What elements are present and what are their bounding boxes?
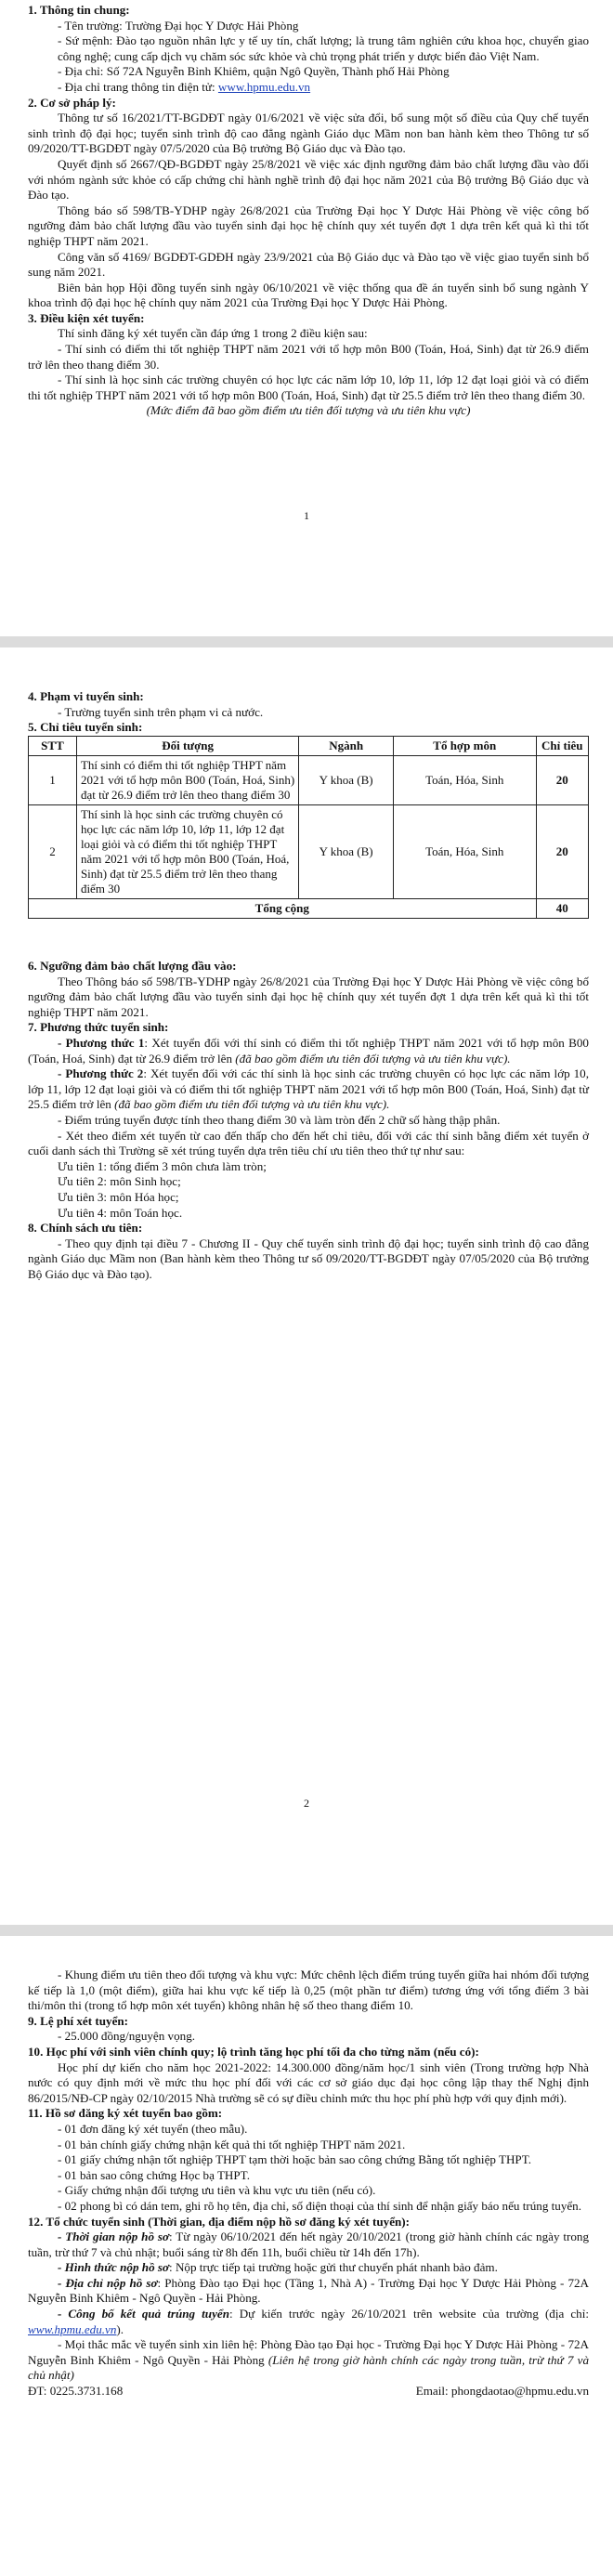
score-scale-text: - Điểm trúng tuyển được tính theo thang điểm 30 và làm tròn đến 2 chữ số hàng thập phân. (58, 1112, 501, 1127)
section-3-title: 3. Điều kiện xét tuyển: (28, 310, 145, 325)
section-12-title: 12. Tổ chức tuyển sinh (Thời gian, địa điểm nộp hồ sơ đăng ký xét tuyển): (28, 2214, 411, 2229)
page3-content (28, 1968, 589, 2399)
page-number: 2 (304, 1797, 309, 1810)
dossier-item: - 01 bản chính giấy chứng nhận kết quả thi tốt nghiệp THPT năm 2021. (58, 2137, 406, 2151)
contact-footer (28, 2384, 589, 2399)
website-link[interactable]: www.hpmu.edu.vn (217, 79, 311, 94)
section-8-title: 8. Chính sách ưu tiên: (28, 1221, 143, 1236)
condition-intro: Thí sinh đăng ký xét tuyển cần đáp ứng 1 trong 2 điều kiện sau: (58, 326, 368, 341)
section-1-title: 1. Thông tin chung: (28, 3, 130, 17)
table-row (29, 805, 589, 899)
email-address: Email: phongdaotao@hpmu.edu.vn (415, 2384, 589, 2399)
address: - Địa chỉ: Số 72A Nguyễn Bỉnh Khiêm, quận Ngô Quyền, Thành phố Hải Phòng (58, 64, 450, 79)
table-header-row (29, 737, 589, 756)
dossier-item: - 01 bản sao công chứng Học bạ THPT. (58, 2167, 250, 2182)
priority-policy-text: - Theo quy định tại điều 7 - Chương II - Quy chế tuyển sinh trình độ đại học; tuyển sinh trình độ cao đẳng ngành Giáo dục Mầm non (Ban hành kèm theo Thông tư số 09/2020/TT-BGDĐT ngày 07/05/2020 của Bộ trưởng Bộ Giáo dục và Đào tạo). (28, 1236, 589, 1281)
contact-info: - Mọi thắc mắc về tuyển sinh xin liên hệ: Phòng Đào tạo Đại học - Trường Đại học Y Dược Hải Phòng - 72A Nguyễn Bỉnh Khiêm - Ngô Quyền - Hải Phòng (Liên hệ trong giờ hành chính các ngày trong tuần, trừ thứ 7 và chủ nhật) (28, 2337, 589, 2383)
condition-note: (Mức điểm đã bao gồm điểm ưu tiên đối tượng và ưu tiên khu vực) (146, 403, 471, 418)
col-header: Chỉ tiêu (536, 737, 588, 756)
page-divider (0, 636, 613, 647)
priority-item: Ưu tiên 4: môn Toán học. (58, 1205, 183, 1220)
legal-basis-item: Biên bản họp Hội đồng tuyển sinh ngày 06/10/2021 về việc thống qua đề án tuyển sinh bổ sung ngành Y khoa trình độ đại học hệ chính quy năm 2021 của Trường Đại học Y Dược Hải Phòng. (28, 280, 589, 310)
cell-subjects: Toán, Hóa, Sinh (393, 756, 536, 805)
cell-quota: 20 (536, 756, 588, 805)
section-2-title: 2. Cơ sở pháp lý: (28, 95, 116, 110)
document-page-1 (0, 0, 613, 600)
phone-number: ĐT: 0225.3731.168 (28, 2384, 124, 2399)
total-value: 40 (536, 899, 588, 919)
fee-text: - 25.000 đồng/nguyện vọng. (58, 2029, 196, 2044)
table-total-row (29, 899, 589, 919)
cell-subjects: Toán, Hóa, Sinh (393, 805, 536, 899)
cell-quota: 20 (536, 805, 588, 899)
page-separator (0, 600, 613, 684)
dossier-item: - 01 giấy chứng nhận tốt nghiệp THPT tạm thời hoặc bản sao công chứng Bằng tốt nghiệp THPT. (58, 2152, 531, 2167)
school-name: - Tên trường: Trường Đại học Y Dược Hải Phòng (58, 18, 299, 33)
section-6-title: 6. Ngưỡng đảm bảo chất lượng đầu vào: (28, 959, 237, 973)
dossier-item: - Giấy chứng nhận đối tượng ưu tiên và khu vực ưu tiên (nếu có). (58, 2183, 376, 2198)
col-header: STT (29, 737, 77, 756)
page-divider (0, 1925, 613, 1936)
priority-frame-text: - Khung điểm ưu tiên theo đối tượng và khu vực: Mức chênh lệch điểm trúng tuyển giữa hai nhóm đối tượng kế tiếp là 1,0 (một điểm), giữa hai khu vực kế tiếp là 0,25 (một phần tư điểm) tương ứng với tổng điểm 3 bài thi/môn thi (trong tổ hợp môn xét tuyển) không nhân hệ số theo thang điểm 10. (28, 1968, 589, 2013)
col-header: Ngành (299, 737, 394, 756)
legal-basis-item: Công văn số 4169/ BGDĐT-GDĐH ngày 23/9/2021 của Bộ Giáo dục và Đào tạo về việc giao tuyển sinh bổ sung năm 2021. (28, 249, 589, 280)
cell-stt: 1 (29, 756, 77, 805)
submission-form: - Hình thức nộp hồ sơ: Nộp trực tiếp tại trường hoặc gửi thư chuyển phát nhanh bảo đảm. (58, 2260, 498, 2275)
legal-basis-item: Thông tư số 16/2021/TT-BGDĐT ngày 01/6/2021 về việc sửa đổi, bổ sung một số điều của Quy chế tuyển sinh trình độ đại học; tuyển sinh trình độ cao đẳng ngành Giáo dục Mầm non ban hành kèm theo Thông tư số 09/2020/TT-BGDĐT ngày 07/5/2020 của Bộ trưởng Bộ Giáo dục và Đào tạo. (28, 111, 589, 156)
table-row (29, 756, 589, 805)
section-9-title: 9. Lệ phí xét tuyển: (28, 2013, 129, 2028)
priority-item: Ưu tiên 2: môn Sinh học; (58, 1174, 181, 1189)
threshold-text: Theo Thông báo số 598/TB-YDHP ngày 26/8/2021 của Trường Đại học Y Dược Hải Phòng về việc công bố ngưỡng đảm bảo chất lượng đầu vào tuyển sinh đại học hệ chính quy xét tuyển đợt 1 dựa trên kết quả kì thi tốt nghiệp THPT năm 2021. (28, 974, 589, 1019)
section-7-title: 7. Phương thức tuyển sinh: (28, 1020, 169, 1035)
document-page-2 (0, 684, 613, 1882)
method-2: - Phương thức 2: Xét tuyển đối với các thí sinh là học sinh các trường chuyên có học lực các năm lớp 10, lớp 11, lớp 12 đạt loại giỏi và có điểm thi tốt nghiệp THPT năm 2021 với tổ hợp môn B00 (Toán, Hoá, Sinh) đạt từ 25.5 điểm trở lên (đã bao gồm điểm ưu tiên đối tượng và ưu tiên khu vực). (28, 1066, 589, 1112)
submission-address: - Địa chỉ nộp hồ sơ: Phòng Đào tạo Đại học (Tầng 1, Nhà A) - Trường Đại học Y Dược Hải Phòng - 72A Nguyễn Bỉnh Khiêm - Ngô Quyền - Hải Phòng. (28, 2275, 590, 2306)
condition-item: - Thí sinh có điểm thi tốt nghiệp THPT năm 2021 với tổ hợp môn B00 (Toán, Hoá, Sinh) đạt từ 26.9 điểm trở lên theo thang điểm 30. (28, 342, 589, 372)
cell-stt: 2 (29, 805, 77, 899)
priority-item: Ưu tiên 3: môn Hóa học; (58, 1189, 179, 1204)
document-page-3 (0, 1966, 613, 2576)
section-5-title: 5. Chỉ tiêu tuyển sinh: (28, 720, 143, 735)
legal-basis-item: Quyết định số 2667/QĐ-BGDĐT ngày 25/8/2021 về việc xác định ngưỡng đảm bảo chất lượng đầu vào đối với nhóm ngành sức khỏe có cấp chứng chỉ hành nghề trình độ đại học năm 2021 của Bộ trưởng Bộ Giáo dục và Đào tạo. (28, 156, 589, 203)
tie-break-text: - Xét theo điểm xét tuyển từ cao đến thấp cho đến hết chỉ tiêu, đối với các thí sinh bằng điểm xét tuyển ở cuối danh sách thì Trường sẽ xét trúng tuyển dựa trên tiêu chí ưu tiên theo thứ tự như sau: (28, 1128, 589, 1158)
page-number: 1 (304, 509, 309, 522)
col-header: Đối tượng (76, 737, 298, 756)
mission: - Sứ mệnh: Đào tạo nguồn nhân lực y tế uy tín, chất lượng; là trung tâm nghiên cứu khoa học, chuyển giao công nghệ; cung cấp dịch vụ chăm sóc sức khỏe và chủ trọng phát triển y dược biển đảo Việt Nam. (58, 33, 589, 63)
method-1: - Phương thức 1: Xét tuyển đối với thí sinh có điểm thi tốt nghiệp THPT năm 2021 với tổ hợp môn B00 (Toán, Hoá, Sinh) đạt từ 26.9 điểm trở lên (đã bao gồm điểm ưu tiên đối tượng và ưu tiên khu vực). (28, 1035, 589, 1066)
page1-content (28, 3, 589, 419)
section-11-title: 11. Hồ sơ đăng ký xét tuyển bao gồm: (28, 2106, 223, 2121)
scope-text: - Trường tuyển sinh trên phạm vi cả nước. (58, 704, 264, 719)
website-line: - Địa chỉ trang thông tin điện tử: www.hpmu.edu.vn (58, 79, 311, 94)
result-announcement: - Công bố kết quả trúng tuyển: Dự kiến trước ngày 26/10/2021 trên website của trường (địa chỉ: www.hpmu.edu.vn). (28, 2307, 589, 2336)
dossier-item: - 01 đơn đăng ký xét tuyển (theo mẫu). (58, 2121, 248, 2136)
cell-target: Thí sinh có điểm thi tốt nghiệp THPT năm 2021 với tổ hợp môn B00 (Toán, Hoá, Sinh) đạt từ 26.9 điểm trở lên theo thang điểm 30 (76, 756, 298, 805)
page-separator (0, 1882, 613, 1966)
section-10-title: 10. Học phí với sinh viên chính quy; lộ trình tăng học phí tối đa cho từng năm (nếu có): (28, 2044, 479, 2059)
cell-major: Y khoa (B) (299, 756, 394, 805)
total-label: Tổng cộng (29, 899, 537, 919)
col-header: Tổ hợp môn (393, 737, 536, 756)
tuition-text: Học phí dự kiến cho năm học 2021-2022: 14.300.000 đồng/năm học/1 sinh viên (Trong trường hợp Nhà nước có quy định mới về mức thu học phí đối với các cơ sở giáo dục đại học công lập thay thế Nghị định 86/2015/NĐ-CP ngày 02/10/2015 Nhà trường sẽ có sự điều chỉnh mức thu học phí phù hợp với quy định mới). (28, 2059, 589, 2105)
page2-content (28, 959, 589, 1282)
priority-item: Ưu tiên 1: tổng điểm 3 môn chưa làm tròn; (58, 1158, 267, 1173)
cell-target: Thí sinh là học sinh các trường chuyên có học lực các năm lớp 10, lớp 11, lớp 12 đạt loại giỏi và có điểm thi tốt nghiệp THPT năm 2021 với tổ hợp môn B00 (Toán, Hoá, Sinh) đạt từ 25.5 điểm trở lên theo thang điểm 30 (76, 805, 298, 899)
section-4-title: 4. Phạm vi tuyển sinh: (28, 689, 144, 703)
submission-time: - Thời gian nộp hồ sơ: Từ ngày 06/10/2021 đến hết ngày 20/10/2021 (trong giờ hành chính các ngày trong tuần, trừ thứ 7 và chủ nhật; buổi sáng từ 8h đến 11h, buổi chiều từ 14h đến 17h). (28, 2229, 590, 2259)
quota-table (28, 736, 589, 919)
website-link[interactable]: www.hpmu.edu.vn (28, 2321, 117, 2336)
page2-header (28, 689, 589, 736)
condition-item: - Thí sinh là học sinh các trường chuyên có học lực các năm lớp 10, lớp 11, lớp 12 đạt loại giỏi và có điểm thi tốt nghiệp THPT năm 2021 với tổ hợp môn B00 (Toán, Hoá, Sinh) đạt từ 25.5 điểm trở lên theo thang điểm 30. (28, 373, 589, 402)
cell-major: Y khoa (B) (299, 805, 394, 899)
dossier-item: - 02 phong bì có dán tem, ghi rõ họ tên, địa chỉ, số điện thoại của thí sinh để nhận giấy báo nếu trúng tuyển. (58, 2198, 582, 2213)
legal-basis-item: Thông báo số 598/TB-YDHP ngày 26/8/2021 của Trường Đại học Y Dược Hải Phòng về việc công bố ngưỡng đảm bảo chất lượng đầu vào tuyển sinh đại học hệ chính quy xét tuyển đợt 1 dựa trên kết quả kì thi tốt nghiệp THPT năm 2021. (28, 203, 589, 248)
